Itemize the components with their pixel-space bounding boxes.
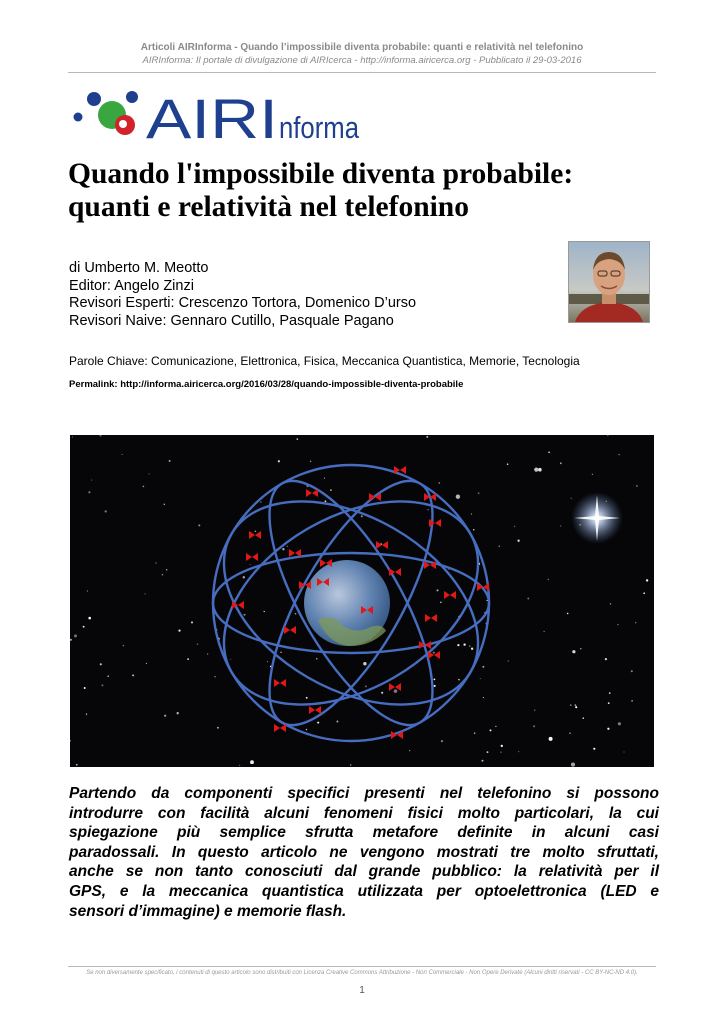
abstract-line: sensori d’immagine) e memorie flash. bbox=[69, 902, 347, 920]
star bbox=[548, 579, 549, 580]
star bbox=[441, 740, 443, 742]
star bbox=[101, 684, 103, 686]
abstract-line: anche se non tanto conosciuti dal grande pubblico: la relatività per il bbox=[69, 863, 659, 881]
naive-reviewers: Revisori Naive: Gennaro Cutillo, Pasquale Pagano bbox=[69, 312, 394, 329]
star bbox=[483, 697, 484, 698]
star bbox=[91, 480, 92, 481]
star bbox=[310, 461, 312, 463]
star bbox=[250, 564, 251, 565]
star bbox=[83, 626, 85, 628]
star bbox=[295, 613, 297, 615]
gps-constellation-illustration bbox=[70, 435, 654, 767]
star bbox=[84, 687, 86, 689]
abstract-line: paradossali. In questo articolo ne vengono mostrati tre molto sfruttati, bbox=[69, 843, 659, 861]
author-photo bbox=[568, 241, 650, 323]
abstract-line: spiegazione più semplice sfrutta metafore definite in alcuni casi bbox=[69, 824, 659, 842]
star bbox=[72, 436, 73, 437]
star bbox=[434, 685, 436, 687]
page-number: 1 bbox=[359, 985, 365, 996]
star bbox=[538, 468, 542, 472]
running-header-title: Articoli AIRInforma - Quando l’impossibile diventa probabile: quanti e relatività nel telefonino bbox=[140, 42, 584, 53]
star bbox=[255, 531, 257, 533]
star bbox=[593, 748, 595, 750]
star bbox=[317, 722, 319, 724]
star bbox=[191, 621, 193, 623]
star bbox=[122, 454, 123, 455]
star bbox=[427, 509, 428, 510]
star bbox=[517, 540, 519, 542]
star bbox=[88, 491, 90, 493]
star bbox=[592, 474, 593, 475]
logo-blue-dot-top bbox=[87, 92, 101, 106]
author: di Umberto M. Meotto bbox=[69, 260, 209, 276]
star bbox=[440, 602, 442, 604]
star bbox=[569, 732, 571, 734]
star bbox=[575, 704, 577, 706]
footer-divider bbox=[68, 966, 656, 967]
star bbox=[88, 617, 91, 620]
logo-blue-dot-right bbox=[126, 91, 138, 103]
header-divider bbox=[68, 72, 656, 73]
expert-reviewers: Revisori Esperti: Crescenzo Tortora, Domenico D’urso bbox=[69, 295, 417, 311]
logo-text-airi: AIRI bbox=[146, 87, 278, 142]
star bbox=[609, 692, 611, 694]
star bbox=[456, 495, 460, 499]
star bbox=[217, 727, 219, 729]
star bbox=[518, 751, 519, 752]
star bbox=[325, 500, 327, 502]
star bbox=[480, 678, 481, 679]
abstract-line: Partendo da componenti specifici presenti nel telefonino si possono bbox=[69, 785, 659, 802]
star bbox=[438, 482, 440, 484]
star bbox=[87, 590, 88, 591]
star bbox=[239, 765, 240, 766]
star bbox=[169, 460, 171, 462]
star bbox=[487, 751, 489, 753]
star bbox=[162, 574, 163, 575]
star bbox=[381, 692, 383, 694]
editor: Editor: Angelo Zinzi bbox=[69, 277, 194, 294]
star bbox=[618, 454, 619, 455]
star bbox=[500, 751, 501, 752]
star bbox=[306, 697, 308, 699]
star bbox=[631, 670, 633, 672]
star bbox=[433, 678, 435, 680]
star bbox=[100, 663, 102, 665]
star bbox=[482, 666, 484, 668]
star bbox=[486, 600, 487, 601]
star bbox=[471, 648, 473, 650]
permalink[interactable]: Permalink: http://informa.airicerca.org/2016/03/28/quando-impossible-diventa-probabile bbox=[69, 379, 464, 390]
star bbox=[527, 598, 529, 600]
star bbox=[534, 468, 538, 472]
running-header-portal: AIRInforma: Il portale di divulgazione di AIRIcerca - http://informa.airicerca.org - Pubblicato il 29-03-2016 bbox=[142, 55, 582, 66]
star bbox=[608, 702, 610, 704]
star bbox=[495, 726, 496, 727]
star bbox=[501, 745, 503, 747]
star bbox=[164, 504, 165, 505]
star bbox=[146, 663, 147, 664]
star bbox=[365, 685, 367, 687]
star bbox=[474, 732, 475, 733]
star bbox=[636, 485, 638, 487]
star bbox=[316, 658, 318, 660]
star bbox=[548, 452, 550, 454]
star bbox=[287, 546, 288, 547]
star bbox=[533, 725, 535, 727]
star bbox=[567, 613, 568, 614]
star bbox=[458, 679, 460, 681]
star bbox=[132, 674, 134, 676]
star bbox=[426, 436, 428, 438]
star bbox=[572, 650, 575, 653]
star bbox=[605, 658, 607, 660]
star bbox=[330, 489, 332, 491]
abstract-line: GPS, e la meccanica quantistica utilizzata per optoelettronica (LED e bbox=[69, 882, 659, 900]
star bbox=[610, 603, 611, 604]
title-line: quanti e relatività nel telefonino bbox=[68, 191, 469, 223]
star bbox=[618, 722, 621, 725]
star bbox=[207, 653, 208, 654]
star bbox=[178, 629, 180, 631]
title-line: Quando l'impossibile diventa probabile: bbox=[68, 158, 574, 190]
star bbox=[214, 676, 216, 678]
star bbox=[197, 643, 199, 645]
star bbox=[282, 548, 284, 550]
star bbox=[433, 651, 435, 653]
star bbox=[409, 750, 410, 751]
article-abstract bbox=[69, 784, 659, 921]
logo-white-dot bbox=[119, 120, 127, 128]
article-title bbox=[68, 158, 658, 224]
abstract-line: introdurre con facilità alcuni fenomeni fisici molto particolari, la cui bbox=[69, 804, 659, 822]
star bbox=[74, 634, 77, 637]
star bbox=[297, 438, 299, 440]
star bbox=[264, 611, 265, 612]
star bbox=[350, 764, 352, 766]
star bbox=[607, 728, 609, 730]
article-credits bbox=[69, 260, 416, 330]
star bbox=[508, 660, 509, 661]
star bbox=[498, 545, 500, 547]
star bbox=[571, 498, 572, 499]
star bbox=[394, 689, 398, 693]
star bbox=[575, 706, 577, 708]
logo-blue-dot-small bbox=[74, 113, 83, 122]
star bbox=[361, 515, 363, 517]
star bbox=[243, 614, 245, 616]
star bbox=[76, 764, 78, 766]
star bbox=[570, 704, 572, 706]
star bbox=[560, 525, 561, 526]
star bbox=[457, 644, 459, 646]
star bbox=[260, 501, 261, 502]
star bbox=[478, 492, 480, 494]
star bbox=[560, 462, 562, 464]
star bbox=[145, 593, 146, 594]
star bbox=[107, 675, 109, 677]
star bbox=[631, 700, 633, 702]
star bbox=[482, 760, 484, 762]
star bbox=[198, 524, 200, 526]
star bbox=[177, 712, 179, 714]
star bbox=[278, 460, 280, 462]
star bbox=[123, 645, 125, 647]
star bbox=[635, 622, 636, 623]
star bbox=[549, 737, 553, 741]
star bbox=[473, 529, 474, 530]
keywords: Parole Chiave: Comunicazione, Elettronica, Fisica, Meccanica Quantistica, Memorie, Tecnologia bbox=[69, 354, 580, 368]
star bbox=[363, 662, 366, 665]
star bbox=[534, 710, 535, 711]
star bbox=[250, 760, 254, 764]
star bbox=[155, 562, 156, 563]
star bbox=[514, 526, 515, 527]
star bbox=[544, 631, 545, 632]
star bbox=[243, 576, 245, 578]
star bbox=[164, 715, 166, 717]
airinforma-logo bbox=[72, 86, 372, 142]
star bbox=[166, 569, 168, 571]
star bbox=[436, 589, 438, 591]
star bbox=[463, 643, 465, 645]
license-notice: Se non diversamente specificato, i contenuti di questo articolo sono distribuiti con Licenza Creative Commons Attribuzione - Non Commerciale - Non Opere Derivate (Alcuni diritti riservati - CC BY-NC-ND 4.0). bbox=[86, 970, 638, 976]
star bbox=[267, 661, 268, 662]
star bbox=[336, 721, 338, 723]
star bbox=[580, 648, 581, 649]
star bbox=[306, 729, 308, 731]
star bbox=[471, 513, 472, 514]
star bbox=[646, 579, 648, 581]
star bbox=[583, 717, 585, 719]
star bbox=[230, 659, 231, 660]
star bbox=[617, 624, 618, 625]
star bbox=[623, 751, 624, 752]
star bbox=[490, 729, 492, 731]
star bbox=[280, 652, 281, 653]
star bbox=[324, 478, 325, 479]
star bbox=[143, 486, 145, 488]
star bbox=[469, 645, 470, 646]
star bbox=[105, 510, 107, 512]
star bbox=[187, 658, 189, 660]
star bbox=[571, 763, 575, 767]
star bbox=[86, 713, 87, 714]
star bbox=[149, 473, 150, 474]
star bbox=[507, 463, 509, 465]
logo-text-nforma: nforma bbox=[279, 110, 360, 142]
star bbox=[643, 592, 645, 594]
